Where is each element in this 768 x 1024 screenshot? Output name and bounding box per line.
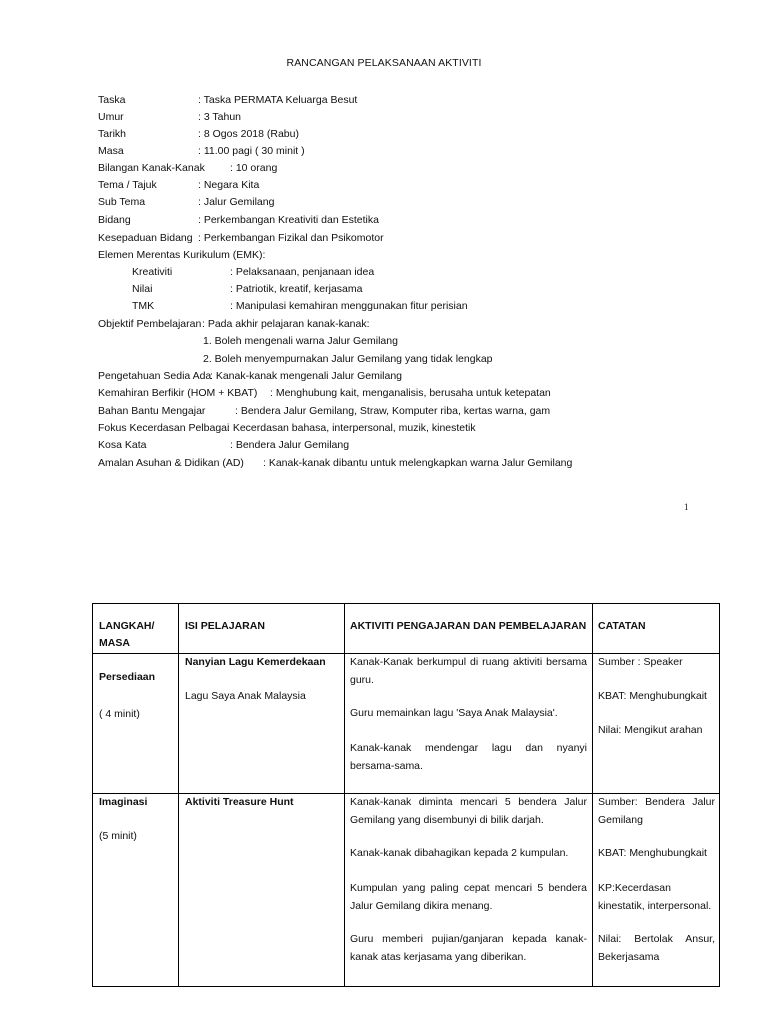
field-label: Bahan Bantu Mengajar bbox=[98, 405, 206, 417]
objective-text: 1. Boleh mengenali warna Jalur Gemilang bbox=[203, 335, 398, 347]
isi-sub: Lagu Saya Anak Malaysia bbox=[185, 690, 306, 702]
aktiviti-paragraph: Kanak-kanak diminta mencari 5 bendera Jalur Gemilang yang disembunyi di bilik darjah. bbox=[350, 796, 587, 826]
field-label: Amalan Asuhan & Didikan (AD) bbox=[98, 457, 244, 469]
objective-text: 2. Boleh menyempurnakan Jalur Gemilang yang tidak lengkap bbox=[203, 353, 493, 365]
field-value: : Patriotik, kreatif, kerjasama bbox=[230, 283, 363, 295]
catatan-item: KP:Kecerdasan kinestatik, interpersonal. bbox=[598, 882, 712, 912]
field-label: Elemen Merentas Kurikulum (EMK): bbox=[98, 249, 266, 261]
aktiviti-paragraph: Kanak-kanak dibahagikan kepada 2 kumpulan. bbox=[350, 847, 569, 859]
field-value: : Pada akhir pelajaran kanak-kanak: bbox=[202, 318, 370, 330]
field-label: Objektif Pembelajaran bbox=[98, 318, 202, 330]
field-label: Taska bbox=[98, 94, 126, 106]
field-value: : 8 Ogos 2018 (Rabu) bbox=[198, 128, 299, 140]
field-label: Pengetahuan Sedia Ada bbox=[98, 370, 212, 382]
aktiviti-cell bbox=[345, 654, 593, 794]
table-header-row bbox=[93, 604, 720, 654]
header-isi-cell bbox=[179, 604, 345, 654]
field-value: : Kecerdasan bahasa, interpersonal, muzik, kinestetik bbox=[227, 422, 476, 434]
header-catatan: CATATAN bbox=[598, 620, 646, 632]
field-label: Umur bbox=[98, 111, 124, 123]
catatan-item: Nilai: Mengikut arahan bbox=[598, 724, 703, 736]
catatan-cell bbox=[593, 654, 720, 794]
aktiviti-paragraph: Guru memberi pujian/ganjaran kepada kanak-kanak atas kerjasama yang diberikan. bbox=[350, 933, 587, 963]
field-label: Kesepaduan Bidang bbox=[98, 232, 193, 244]
field-value: : Pelaksanaan, penjanaan idea bbox=[230, 266, 375, 278]
field-value: : Kanak-kanak mengenali Jalur Gemilang bbox=[210, 370, 403, 382]
header-masa: MASA bbox=[99, 637, 130, 649]
table-row bbox=[93, 654, 720, 794]
field-value: : Taska PERMATA Keluarga Besut bbox=[198, 94, 358, 106]
field-value: : 10 orang bbox=[230, 162, 278, 174]
field-label: Kreativiti bbox=[132, 266, 173, 278]
catatan-item: KBAT: Menghubungkait bbox=[598, 847, 707, 859]
langkah-label: Imaginasi bbox=[99, 796, 148, 808]
field-value: : 11.00 pagi ( 30 minit ) bbox=[198, 145, 305, 157]
masa-label: ( 4 minit) bbox=[99, 708, 140, 720]
header-langkah-cell bbox=[93, 604, 179, 654]
field-label: Tema / Tajuk bbox=[98, 179, 157, 191]
field-label: Kosa Kata bbox=[98, 439, 147, 451]
aktiviti-paragraph: Kanak-kanak mendengar lagu dan nyanyi bersama-sama. bbox=[350, 742, 587, 772]
langkah-cell bbox=[93, 794, 179, 987]
field-label: Bidang bbox=[98, 214, 131, 226]
field-label: Fokus Kecerdasan Pelbagai bbox=[98, 422, 230, 434]
langkah-cell bbox=[93, 654, 179, 794]
field-label: Kemahiran Berfikir (HOM + KBAT) bbox=[98, 387, 258, 399]
field-label: Nilai bbox=[132, 283, 153, 295]
activity-table bbox=[92, 603, 720, 987]
page-title: RANCANGAN PELAKSANAAN AKTIVITI bbox=[286, 57, 482, 69]
aktiviti-cell bbox=[345, 794, 593, 987]
field-label: Tarikh bbox=[98, 128, 127, 140]
isi-title: Aktiviti Treasure Hunt bbox=[185, 796, 294, 808]
field-value: : Menghubung kait, menganalisis, berusaha untuk ketepatan bbox=[270, 387, 551, 399]
page-number: 1 bbox=[684, 502, 689, 512]
header-langkah: LANGKAH/ bbox=[99, 620, 155, 632]
field-label: TMK bbox=[132, 300, 155, 312]
field-value: : Bendera Jalur Gemilang bbox=[230, 439, 350, 451]
header-isi: ISI PELAJARAN bbox=[185, 620, 265, 632]
langkah-label: Persediaan bbox=[99, 671, 156, 683]
catatan-item: Sumber: Bendera Jalur Gemilang bbox=[598, 796, 715, 826]
isi-title: Nanyian Lagu Kemerdekaan bbox=[185, 656, 326, 668]
aktiviti-paragraph: Kumpulan yang paling cepat mencari 5 bendera Jalur Gemilang dikira menang. bbox=[350, 882, 587, 912]
field-value: : Jalur Gemilang bbox=[198, 196, 275, 208]
aktiviti-paragraph: Guru memainkan lagu 'Saya Anak Malaysia'. bbox=[350, 707, 558, 719]
field-value: : Negara Kita bbox=[198, 179, 260, 191]
aktiviti-paragraph: Kanak-Kanak berkumpul di ruang aktiviti bersama guru. bbox=[350, 656, 587, 686]
header-aktiviti-cell bbox=[345, 604, 593, 654]
header-catatan-cell bbox=[593, 604, 720, 654]
field-value: : Kanak-kanak dibantu untuk melengkapkan warna Jalur Gemilang bbox=[263, 457, 573, 469]
isi-cell bbox=[179, 794, 345, 987]
catatan-item: Sumber : Speaker bbox=[598, 656, 683, 668]
field-label: Masa bbox=[98, 145, 124, 157]
field-value: : Bendera Jalur Gemilang, Straw, Komputer riba, kertas warna, gam bbox=[235, 405, 551, 417]
isi-cell bbox=[179, 654, 345, 794]
table-row bbox=[93, 794, 720, 987]
field-value: : Perkembangan Kreativiti dan Estetika bbox=[198, 214, 379, 226]
field-label: Sub Tema bbox=[98, 196, 146, 208]
field-label: Bilangan Kanak-Kanak bbox=[98, 162, 205, 174]
field-value: : Manipulasi kemahiran menggunakan fitur perisian bbox=[230, 300, 468, 312]
catatan-cell bbox=[593, 794, 720, 987]
masa-label: (5 minit) bbox=[99, 830, 137, 842]
field-value: : 3 Tahun bbox=[198, 111, 242, 123]
field-value: : Perkembangan Fizikal dan Psikomotor bbox=[198, 232, 384, 244]
catatan-item: KBAT: Menghubungkait bbox=[598, 690, 707, 702]
header-aktiviti: AKTIVITI PENGAJARAN DAN PEMBELAJARAN bbox=[350, 620, 587, 632]
catatan-item: Nilai: Bertolak Ansur, Bekerjasama bbox=[598, 933, 715, 963]
